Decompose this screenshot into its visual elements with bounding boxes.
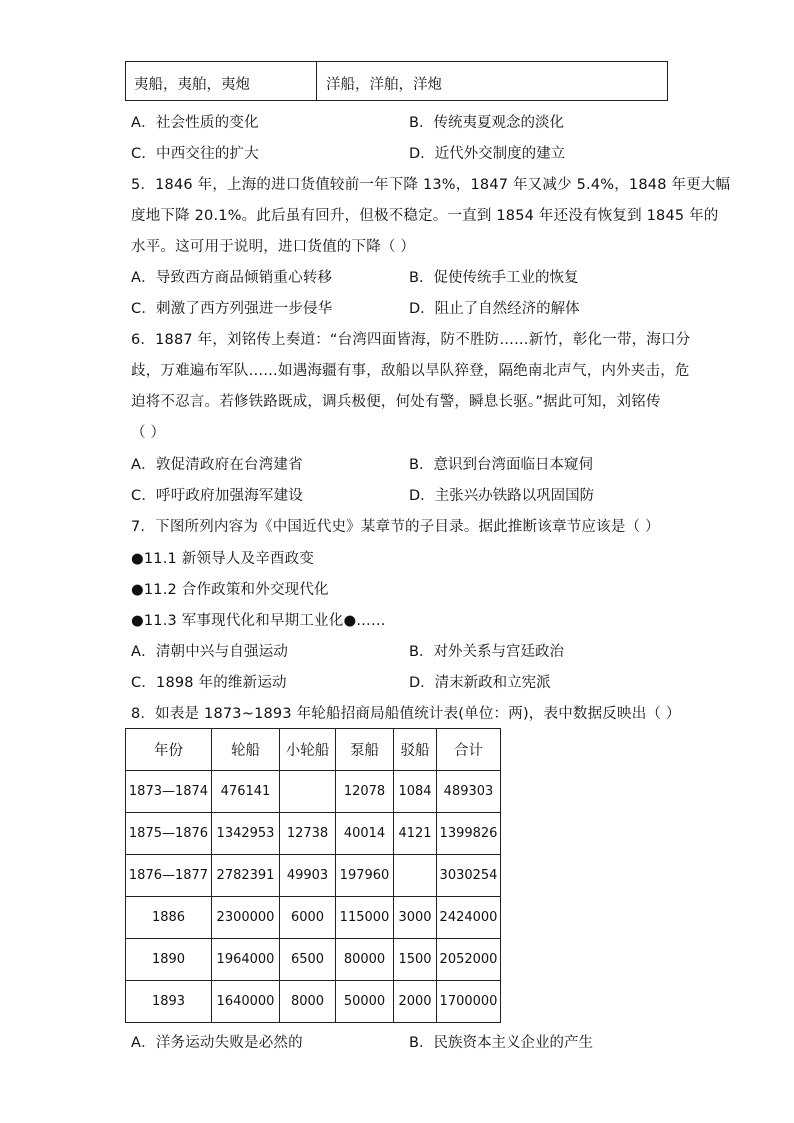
q7-option-c: C．1898 年的维新运动 (131, 675, 287, 691)
table-cell: 6500 (280, 939, 336, 981)
table-cell: 1964000 (212, 939, 280, 981)
q7-option-d: D．清末新政和立宪派 (409, 675, 551, 691)
q8-option-a: A．洋务运动失败是必然的 (131, 1035, 303, 1051)
table-cell: 12738 (280, 813, 336, 855)
q6-option-b: B．意识到台湾面临日本窥伺 (409, 457, 593, 473)
table-cell: 1342953 (212, 813, 280, 855)
table-cell: 3030254 (437, 855, 501, 897)
table-cell: 489303 (437, 771, 501, 813)
table-row (126, 771, 501, 813)
table-cell: 1500 (394, 939, 437, 981)
ship-value-table (125, 728, 501, 1023)
q5-option-a: A．导致西方商品倾销重心转移 (131, 270, 333, 286)
table-cell: 115000 (336, 897, 394, 939)
table-header-cell: 驳船 (394, 729, 437, 771)
table-cell: 1640000 (212, 981, 280, 1023)
table-cell (394, 855, 437, 897)
comparison-table (125, 61, 668, 101)
table-cell: 1890 (126, 939, 212, 981)
q8-stem: 8．如表是 1873~1893 年轮船招商局船值统计表(单位：两)，表中数据反映出（ ） (131, 706, 681, 722)
table-cell: 50000 (336, 981, 394, 1023)
q5-option-b: B．促使传统手工业的恢复 (409, 270, 579, 286)
q6-option-c: C．呼吁政府加强海军建设 (131, 488, 304, 504)
table-row (126, 981, 501, 1023)
q4-option-b: B．传统夷夏观念的淡化 (409, 115, 564, 131)
q5-option-d: D．阻止了自然经济的解体 (409, 301, 580, 317)
table-cell: 3000 (394, 897, 437, 939)
table-cell: 476141 (212, 771, 280, 813)
table-cell: 2424000 (437, 897, 501, 939)
table-row (126, 855, 501, 897)
table-cell: 2052000 (437, 939, 501, 981)
table-cell: 1084 (394, 771, 437, 813)
table-cell: 6000 (280, 897, 336, 939)
table-row (126, 813, 501, 855)
q7-option-a: A．清朝中兴与自强运动 (131, 644, 289, 660)
q7-list-item-2: ●11.2 合作政策和外交现代化 (131, 582, 329, 598)
q4-option-c: C．中西交往的扩大 (131, 146, 259, 162)
q8-option-b: B．民族资本主义企业的产生 (409, 1035, 593, 1051)
table-cell-left: 夷船，夷舶，夷炮 (134, 77, 250, 93)
table-cell: 1873—1874 (126, 771, 212, 813)
table-cell (280, 771, 336, 813)
q7-list-item-3: ●11.3 军事现代化和早期工业化●…… (131, 613, 386, 629)
q6-option-d: D．主张兴办铁路以巩固国防 (409, 488, 595, 504)
table-cell: 4121 (394, 813, 437, 855)
table-row (126, 897, 501, 939)
q6-stem-line-3: 迫将不忍言。若修铁路既成，调兵极便，何处有警，瞬息长驱。”据此可知，刘铭传 (131, 394, 661, 410)
table-header-cell: 年份 (126, 729, 212, 771)
table-cell: 1700000 (437, 981, 501, 1023)
q6-option-a: A．敦促清政府在台湾建省 (131, 457, 303, 473)
q7-list-item-1: ●11.1 新领导人及辛酉政变 (131, 551, 315, 567)
table-header-cell: 合计 (437, 729, 501, 771)
table-cell: 49903 (280, 855, 336, 897)
table-cell: 8000 (280, 981, 336, 1023)
table-header-cell: 泵船 (336, 729, 394, 771)
table-cell: 1875—1876 (126, 813, 212, 855)
table-cell: 197960 (336, 855, 394, 897)
q5-stem-line-3: 水平。这可用于说明，进口货值的下降（ ） (131, 239, 416, 255)
table-header-cell: 小轮船 (280, 729, 336, 771)
q6-stem-line-4: （ ） (131, 425, 166, 441)
q5-option-c: C．刺激了西方列强进一步侵华 (131, 301, 333, 317)
table-cell: 2300000 (212, 897, 280, 939)
table-row (126, 939, 501, 981)
q4-option-d: D．近代外交制度的建立 (409, 146, 566, 162)
table-cell: 40014 (336, 813, 394, 855)
table-cell-right: 洋船，洋舶，洋炮 (326, 77, 442, 93)
table-cell: 1893 (126, 981, 212, 1023)
table-header-cell: 轮船 (212, 729, 280, 771)
table-header-row (126, 729, 501, 771)
table-cell: 1886 (126, 897, 212, 939)
table-divider (316, 62, 317, 100)
table-cell: 80000 (336, 939, 394, 981)
q7-stem: 7．下图所列内容为《中国近代史》某章节的子目录。据此推断该章节应该是（ ） (131, 519, 660, 535)
q5-stem-line-1: 5．1846 年，上海的进口货值较前一年下降 13%，1847 年又减少 5.4%，1848 年更大幅 (131, 177, 731, 193)
q4-option-a: A．社会性质的变化 (131, 115, 259, 131)
table-cell: 1876—1877 (126, 855, 212, 897)
q6-stem-line-1: 6．1887 年，刘铭传上奏道：“台湾四面皆海，防不胜防……新竹，彰化一带，海口分 (131, 332, 691, 348)
q5-stem-line-2: 度地下降 20.1%。此后虽有回升，但极不稳定。一直到 1854 年还没有恢复到 1845 年的 (131, 208, 719, 224)
table-cell: 2782391 (212, 855, 280, 897)
table-cell: 1399826 (437, 813, 501, 855)
q6-stem-line-2: 歧，万难遍布军队……如遇海疆有事，敌船以旱队猝登，隔绝南北声气，内外夹击，危 (131, 363, 690, 379)
table-cell: 12078 (336, 771, 394, 813)
table-cell: 2000 (394, 981, 437, 1023)
q7-option-b: B．对外关系与宫廷政治 (409, 644, 564, 660)
